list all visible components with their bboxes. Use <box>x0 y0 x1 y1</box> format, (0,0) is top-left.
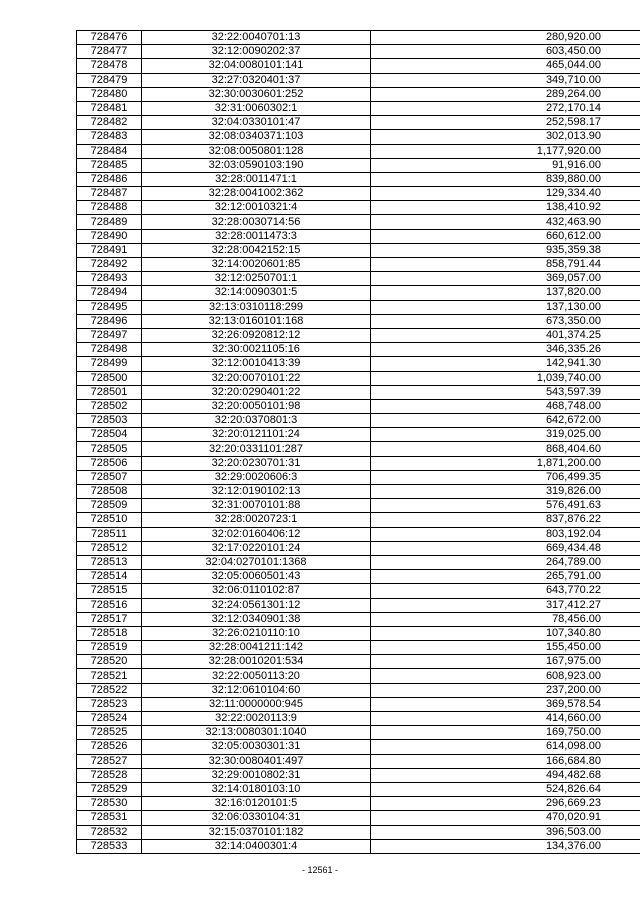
amount-cell: 608,923.00 <box>371 669 640 683</box>
cadastral-number-cell: 32:03:0590103:190 <box>142 158 371 172</box>
table-row <box>77 314 640 328</box>
table-row <box>77 87 640 101</box>
amount-cell: 673,350.00 <box>371 314 640 328</box>
table-row <box>77 357 640 371</box>
amount-cell: 289,264.00 <box>371 87 640 101</box>
record-id-cell: 728482 <box>77 116 142 130</box>
record-id-cell: 728508 <box>77 485 142 499</box>
table-row <box>77 343 640 357</box>
amount-cell: 272,170.14 <box>371 101 640 115</box>
record-id-cell: 728529 <box>77 782 142 796</box>
table-row <box>77 442 640 456</box>
cadastral-number-cell: 32:14:0090301:5 <box>142 286 371 300</box>
cadastral-number-cell: 32:20:0370801:3 <box>142 414 371 428</box>
amount-cell: 839,880.00 <box>371 172 640 186</box>
record-id-cell: 728500 <box>77 371 142 385</box>
cadastral-number-cell: 32:12:0090202:37 <box>142 45 371 59</box>
record-id-cell: 728505 <box>77 442 142 456</box>
record-id-cell: 728498 <box>77 343 142 357</box>
record-id-cell: 728501 <box>77 385 142 399</box>
cadastral-number-cell: 32:04:0080101:141 <box>142 59 371 73</box>
table-row <box>77 243 640 257</box>
table-row <box>77 782 640 796</box>
table-row <box>77 712 640 726</box>
table-row <box>77 31 640 45</box>
table-row <box>77 73 640 87</box>
table-row <box>77 130 640 144</box>
amount-cell: 169,750.00 <box>371 726 640 740</box>
record-id-cell: 728502 <box>77 399 142 413</box>
amount-cell: 134,376.00 <box>371 839 640 853</box>
record-id-cell: 728483 <box>77 130 142 144</box>
table-row <box>77 485 640 499</box>
amount-cell: 576,491.63 <box>371 499 640 513</box>
amount-cell: 369,057.00 <box>371 272 640 286</box>
table-row <box>77 626 640 640</box>
record-id-cell: 728489 <box>77 215 142 229</box>
amount-cell: 91,916.00 <box>371 158 640 172</box>
amount-cell: 432,463.90 <box>371 215 640 229</box>
amount-cell: 252,598.17 <box>371 116 640 130</box>
record-id-cell: 728522 <box>77 683 142 697</box>
record-id-cell: 728493 <box>77 272 142 286</box>
record-id-cell: 728490 <box>77 229 142 243</box>
amount-cell: 470,020.91 <box>371 811 640 825</box>
table-row <box>77 272 640 286</box>
amount-cell: 706,499.35 <box>371 470 640 484</box>
table-row <box>77 669 640 683</box>
cadastral-number-cell: 32:13:0310118:299 <box>142 300 371 314</box>
cadastral-number-cell: 32:24:0561301:12 <box>142 598 371 612</box>
amount-cell: 803,192.04 <box>371 527 640 541</box>
record-id-cell: 728527 <box>77 754 142 768</box>
record-id-cell: 728476 <box>77 31 142 45</box>
cadastral-number-cell: 32:06:0110102:87 <box>142 584 371 598</box>
record-id-cell: 728509 <box>77 499 142 513</box>
amount-cell: 465,044.00 <box>371 59 640 73</box>
table-row <box>77 101 640 115</box>
amount-cell: 302,013.90 <box>371 130 640 144</box>
amount-cell: 494,482.68 <box>371 768 640 782</box>
records-table <box>76 30 640 854</box>
cadastral-number-cell: 32:12:0010321:4 <box>142 201 371 215</box>
record-id-cell: 728525 <box>77 726 142 740</box>
amount-cell: 1,039,740.00 <box>371 371 640 385</box>
cadastral-number-cell: 32:20:0230701:31 <box>142 456 371 470</box>
record-id-cell: 728521 <box>77 669 142 683</box>
table-row <box>77 456 640 470</box>
table-row <box>77 655 640 669</box>
record-id-cell: 728480 <box>77 87 142 101</box>
amount-cell: 129,334.40 <box>371 187 640 201</box>
cadastral-number-cell: 32:20:0070101:22 <box>142 371 371 385</box>
amount-cell: 414,660.00 <box>371 712 640 726</box>
table-row <box>77 598 640 612</box>
table-row <box>77 641 640 655</box>
record-id-cell: 728507 <box>77 470 142 484</box>
table-row <box>77 116 640 130</box>
cadastral-number-cell: 32:28:0011473:3 <box>142 229 371 243</box>
table-row <box>77 470 640 484</box>
table-row <box>77 499 640 513</box>
record-id-cell: 728532 <box>77 825 142 839</box>
table-row <box>77 541 640 555</box>
amount-cell: 401,374.25 <box>371 328 640 342</box>
record-id-cell: 728478 <box>77 59 142 73</box>
amount-cell: 660,612.00 <box>371 229 640 243</box>
record-id-cell: 728504 <box>77 428 142 442</box>
cadastral-number-cell: 32:05:0030301:31 <box>142 740 371 754</box>
amount-cell: 166,684.80 <box>371 754 640 768</box>
cadastral-number-cell: 32:22:0020113:9 <box>142 712 371 726</box>
table-row <box>77 229 640 243</box>
amount-cell: 137,820.00 <box>371 286 640 300</box>
table-row <box>77 584 640 598</box>
table-row <box>77 385 640 399</box>
table-row <box>77 697 640 711</box>
record-id-cell: 728485 <box>77 158 142 172</box>
record-id-cell: 728523 <box>77 697 142 711</box>
cadastral-number-cell: 32:30:0080401:497 <box>142 754 371 768</box>
cadastral-number-cell: 32:04:0330101:47 <box>142 116 371 130</box>
table-row <box>77 612 640 626</box>
amount-cell: 265,791.00 <box>371 570 640 584</box>
table-row <box>77 371 640 385</box>
cadastral-number-cell: 32:26:0920812:12 <box>142 328 371 342</box>
amount-cell: 264,789.00 <box>371 555 640 569</box>
amount-cell: 524,826.64 <box>371 782 640 796</box>
cadastral-number-cell: 32:12:0010413:39 <box>142 357 371 371</box>
cadastral-number-cell: 32:28:0011471:1 <box>142 172 371 186</box>
amount-cell: 1,871,200.00 <box>371 456 640 470</box>
record-id-cell: 728512 <box>77 541 142 555</box>
cadastral-number-cell: 32:28:0041211:142 <box>142 641 371 655</box>
table-row <box>77 740 640 754</box>
table-row <box>77 555 640 569</box>
table-row <box>77 683 640 697</box>
cadastral-number-cell: 32:22:0040701:13 <box>142 31 371 45</box>
cadastral-number-cell: 32:13:0160101:168 <box>142 314 371 328</box>
amount-cell: 349,710.00 <box>371 73 640 87</box>
amount-cell: 237,200.00 <box>371 683 640 697</box>
cadastral-number-cell: 32:15:0370101:182 <box>142 825 371 839</box>
record-id-cell: 728491 <box>77 243 142 257</box>
record-id-cell: 728506 <box>77 456 142 470</box>
record-id-cell: 728533 <box>77 839 142 853</box>
record-id-cell: 728479 <box>77 73 142 87</box>
amount-cell: 138,410.92 <box>371 201 640 215</box>
amount-cell: 280,920.00 <box>371 31 640 45</box>
amount-cell: 643,770.22 <box>371 584 640 598</box>
amount-cell: 396,503.00 <box>371 825 640 839</box>
cadastral-number-cell: 32:29:0020606:3 <box>142 470 371 484</box>
record-id-cell: 728517 <box>77 612 142 626</box>
cadastral-number-cell: 32:12:0250701:1 <box>142 272 371 286</box>
cadastral-number-cell: 32:20:0331101:287 <box>142 442 371 456</box>
table-row <box>77 768 640 782</box>
cadastral-number-cell: 32:20:0121101:24 <box>142 428 371 442</box>
table-row <box>77 839 640 853</box>
cadastral-number-cell: 32:22:0050113:20 <box>142 669 371 683</box>
cadastral-number-cell: 32:12:0190102:13 <box>142 485 371 499</box>
records-table-body <box>77 31 640 854</box>
record-id-cell: 728496 <box>77 314 142 328</box>
amount-cell: 155,450.00 <box>371 641 640 655</box>
record-id-cell: 728511 <box>77 527 142 541</box>
record-id-cell: 728495 <box>77 300 142 314</box>
amount-cell: 167,975.00 <box>371 655 640 669</box>
cadastral-number-cell: 32:30:0030601:252 <box>142 87 371 101</box>
cadastral-number-cell: 32:11:0000000:945 <box>142 697 371 711</box>
amount-cell: 346,335.26 <box>371 343 640 357</box>
amount-cell: 614,098.00 <box>371 740 640 754</box>
record-id-cell: 728499 <box>77 357 142 371</box>
record-id-cell: 728477 <box>77 45 142 59</box>
record-id-cell: 728484 <box>77 144 142 158</box>
amount-cell: 1,177,920.00 <box>371 144 640 158</box>
record-id-cell: 728481 <box>77 101 142 115</box>
cadastral-number-cell: 32:31:0070101:88 <box>142 499 371 513</box>
table-row <box>77 754 640 768</box>
table-row <box>77 570 640 584</box>
amount-cell: 317,412.27 <box>371 598 640 612</box>
record-id-cell: 728526 <box>77 740 142 754</box>
cadastral-number-cell: 32:28:0041002:362 <box>142 187 371 201</box>
record-id-cell: 728515 <box>77 584 142 598</box>
table-row <box>77 201 640 215</box>
table-row <box>77 187 640 201</box>
record-id-cell: 728524 <box>77 712 142 726</box>
record-id-cell: 728486 <box>77 172 142 186</box>
cadastral-number-cell: 32:30:0021105:16 <box>142 343 371 357</box>
amount-cell: 137,130.00 <box>371 300 640 314</box>
table-row <box>77 45 640 59</box>
cadastral-number-cell: 32:28:0010201:534 <box>142 655 371 669</box>
cadastral-number-cell: 32:12:0340901:38 <box>142 612 371 626</box>
amount-cell: 78,456.00 <box>371 612 640 626</box>
cadastral-number-cell: 32:28:0042152:15 <box>142 243 371 257</box>
record-id-cell: 728531 <box>77 811 142 825</box>
amount-cell: 837,876.22 <box>371 513 640 527</box>
amount-cell: 543,597.39 <box>371 385 640 399</box>
record-id-cell: 728520 <box>77 655 142 669</box>
amount-cell: 369,578.54 <box>371 697 640 711</box>
table-row <box>77 428 640 442</box>
record-id-cell: 728487 <box>77 187 142 201</box>
cadastral-number-cell: 32:05:0060501:43 <box>142 570 371 584</box>
amount-cell: 319,025.00 <box>371 428 640 442</box>
table-row <box>77 300 640 314</box>
cadastral-number-cell: 32:31:0060302:1 <box>142 101 371 115</box>
cadastral-number-cell: 32:17:0220101:24 <box>142 541 371 555</box>
cadastral-number-cell: 32:02:0160406:12 <box>142 527 371 541</box>
table-row <box>77 328 640 342</box>
amount-cell: 935,359.38 <box>371 243 640 257</box>
table-row <box>77 825 640 839</box>
record-id-cell: 728497 <box>77 328 142 342</box>
cadastral-number-cell: 32:13:0080301:1040 <box>142 726 371 740</box>
amount-cell: 296,669.23 <box>371 797 640 811</box>
amount-cell: 868,404.60 <box>371 442 640 456</box>
table-row <box>77 215 640 229</box>
amount-cell: 858,791.44 <box>371 258 640 272</box>
table-row <box>77 414 640 428</box>
amount-cell: 669,434.48 <box>371 541 640 555</box>
record-id-cell: 728518 <box>77 626 142 640</box>
record-id-cell: 728488 <box>77 201 142 215</box>
cadastral-number-cell: 32:04:0270101:1368 <box>142 555 371 569</box>
record-id-cell: 728528 <box>77 768 142 782</box>
table-row <box>77 513 640 527</box>
table-row <box>77 158 640 172</box>
table-row <box>77 258 640 272</box>
table-row <box>77 811 640 825</box>
record-id-cell: 728530 <box>77 797 142 811</box>
table-row <box>77 797 640 811</box>
record-id-cell: 728494 <box>77 286 142 300</box>
cadastral-number-cell: 32:14:0180103:10 <box>142 782 371 796</box>
table-row <box>77 527 640 541</box>
cadastral-number-cell: 32:08:0050801:128 <box>142 144 371 158</box>
record-id-cell: 728492 <box>77 258 142 272</box>
cadastral-number-cell: 32:06:0330104:31 <box>142 811 371 825</box>
amount-cell: 319,826.00 <box>371 485 640 499</box>
table-row <box>77 172 640 186</box>
cadastral-number-cell: 32:16:0120101:5 <box>142 797 371 811</box>
table-row <box>77 144 640 158</box>
cadastral-number-cell: 32:29:0010802:31 <box>142 768 371 782</box>
cadastral-number-cell: 32:26:0210110:10 <box>142 626 371 640</box>
record-id-cell: 728513 <box>77 555 142 569</box>
record-id-cell: 728516 <box>77 598 142 612</box>
cadastral-number-cell: 32:08:0340371:103 <box>142 130 371 144</box>
cadastral-number-cell: 32:14:0400301:4 <box>142 839 371 853</box>
cadastral-number-cell: 32:27:0320401:37 <box>142 73 371 87</box>
amount-cell: 468,748.00 <box>371 399 640 413</box>
page-number: - 12561 - <box>301 865 339 875</box>
table-row <box>77 399 640 413</box>
table-row <box>77 726 640 740</box>
table-row <box>77 286 640 300</box>
cadastral-number-cell: 32:20:0050101:98 <box>142 399 371 413</box>
table-row <box>77 59 640 73</box>
amount-cell: 142,941.30 <box>371 357 640 371</box>
record-id-cell: 728510 <box>77 513 142 527</box>
record-id-cell: 728514 <box>77 570 142 584</box>
amount-cell: 642,672.00 <box>371 414 640 428</box>
cadastral-number-cell: 32:20:0290401:22 <box>142 385 371 399</box>
amount-cell: 603,450.00 <box>371 45 640 59</box>
record-id-cell: 728519 <box>77 641 142 655</box>
record-id-cell: 728503 <box>77 414 142 428</box>
cadastral-number-cell: 32:12:0610104:60 <box>142 683 371 697</box>
cadastral-number-cell: 32:28:0030714:56 <box>142 215 371 229</box>
amount-cell: 107,340.80 <box>371 626 640 640</box>
cadastral-number-cell: 32:14:0020601:85 <box>142 258 371 272</box>
cadastral-number-cell: 32:28:0020723:1 <box>142 513 371 527</box>
